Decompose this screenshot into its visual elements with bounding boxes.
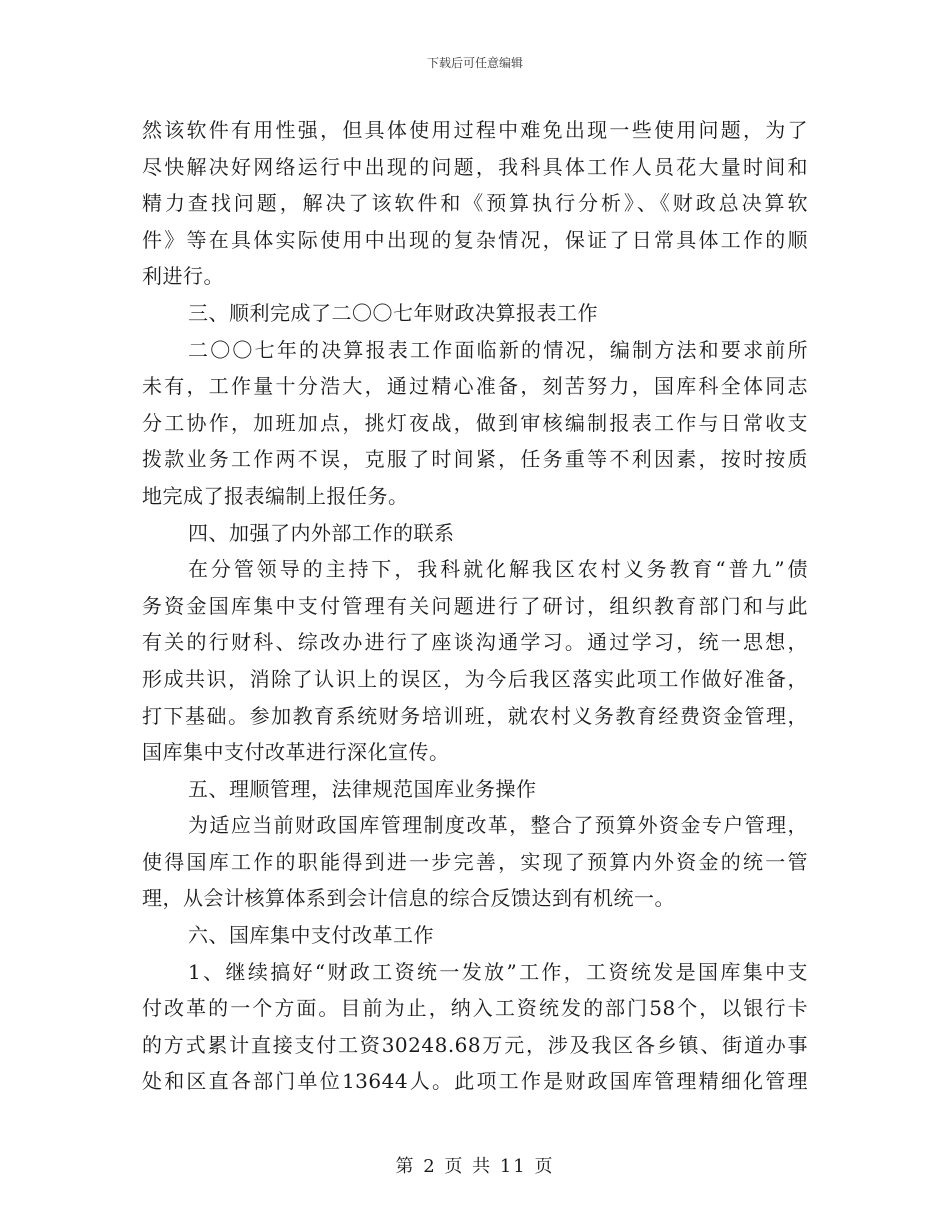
text-line: 地完成了报表编制上报任务。: [142, 483, 409, 508]
text-line: 件》等在具体实际使用中出现的复杂情况，保证了日常具体工作的顺: [142, 227, 808, 252]
text-line: 理，从会计核算体系到会计信息的综合反馈达到有机统一。: [142, 886, 675, 911]
text-line: 有关的行财科、综改办进行了座谈沟通学习。通过学习，统一思想，: [142, 630, 808, 655]
text-line: 二〇〇七年的决算报表工作面临新的情况，编制方法和要求前所: [188, 337, 808, 362]
text-line: 处和区直各部门单位13644人。此项工作是财政国库管理精细化管理: [142, 1069, 808, 1094]
text-line: 的方式累计直接支付工资30248.68万元，涉及我区各乡镇、街道办事: [142, 1032, 808, 1057]
page-footer: 第 2 页 共 11 页: [395, 1156, 555, 1177]
text-line: 未有，工作量十分浩大，通过精心准备，刻苦努力，国库科全体同志: [142, 374, 808, 399]
text-line: 分工协作，加班加点，挑灯夜战，做到审核编制报表工作与日常收支: [142, 410, 808, 435]
text-line: 在分管领导的主持下，我科就化解我区农村义务教育“普九”债: [188, 557, 808, 582]
text-line: 尽快解决好网络运行中出现的问题，我科具体工作人员花大量时间和: [142, 154, 808, 179]
text-line: 为适应当前财政国库管理制度改革，整合了预算外资金专户管理，: [188, 813, 808, 838]
section-heading: 五、理顺管理，法律规范国库业务操作: [188, 776, 537, 801]
text-line: 务资金国库集中支付管理有关问题进行了研讨，组织教育部门和与此: [142, 593, 808, 618]
document-body: [142, 112, 808, 1100]
text-line: 精力查找问题，解决了该软件和《预算执行分析》、《财政总决算软: [142, 191, 808, 216]
text-line: 拨款业务工作两不误，克服了时间紧，任务重等不利因素，按时按质: [142, 447, 808, 472]
section-heading: 三、顺利完成了二〇〇七年财政决算报表工作: [188, 300, 598, 325]
section-heading: 四、加强了内外部工作的联系: [188, 520, 455, 545]
text-line: 国库集中支付改革进行深化宣传。: [142, 740, 450, 765]
section-heading: 六、国库集中支付改革工作: [188, 923, 434, 948]
text-line: 然该软件有用性强，但具体使用过程中难免出现一些使用问题，为了: [142, 118, 808, 142]
text-line: 利进行。: [142, 264, 224, 289]
text-line: 付改革的一个方面。目前为止，纳入工资统发的部门58个，以银行卡: [142, 996, 808, 1021]
text-line: 使得国库工作的职能得到进一步完善，实现了预算内外资金的统一管: [142, 849, 808, 874]
page-header: 下载后可任意编辑: [426, 56, 523, 70]
text-line: 打下基础。参加教育系统财务培训班，就农村义务教育经费资金管理，: [142, 703, 808, 728]
text-line: 形成共识，消除了认识上的误区，为今后我区落实此项工作做好准备，: [142, 666, 808, 691]
text-line: 1、继续搞好“财政工资统一发放”工作，工资统发是国库集中支: [188, 959, 808, 984]
